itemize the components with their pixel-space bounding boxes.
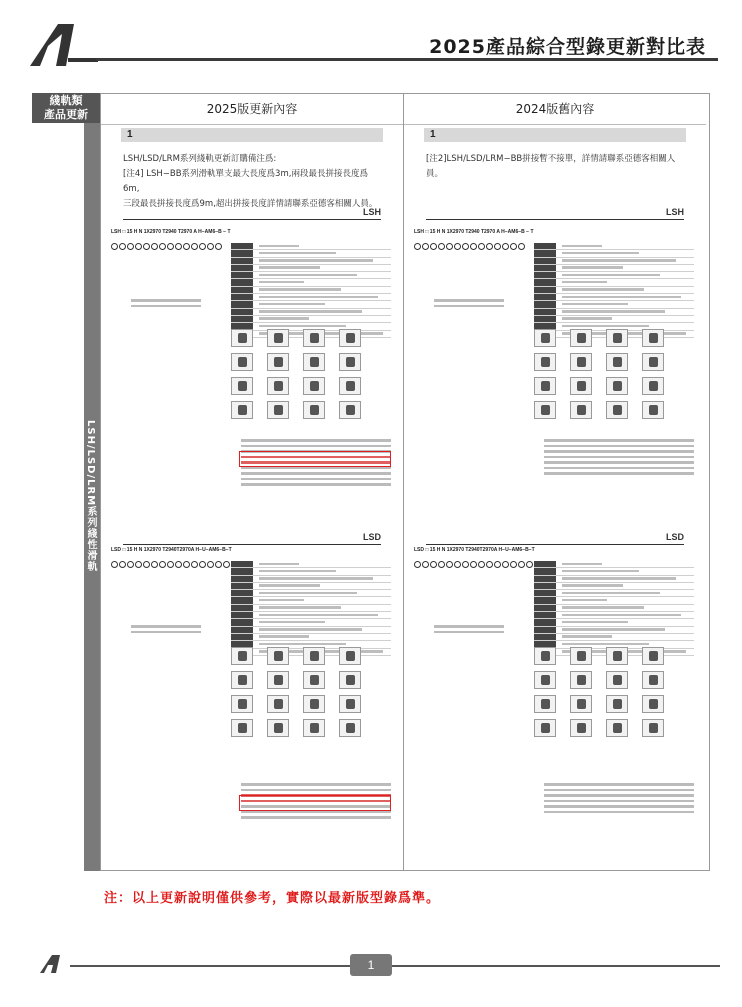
spec-row (231, 583, 391, 590)
option-thumbnail (534, 719, 556, 737)
option-thumbnail (231, 401, 253, 419)
option-thumbnail (303, 353, 325, 371)
lsh-order-code-diagram (414, 229, 694, 245)
option-thumbnail (606, 695, 628, 713)
item-number-bar: 1 (424, 128, 686, 142)
spec-row (231, 258, 391, 265)
option-thumbnail (606, 671, 628, 689)
spec-row (534, 576, 694, 583)
note-line: [注2]LSH/LSD/LRM−BB拼接暫不接單，詳情請聯系亞德客相關人員。 (426, 154, 676, 179)
spec-row (534, 309, 694, 316)
option-thumbnail (642, 401, 664, 419)
option-thumbnail (267, 401, 289, 419)
airtac-logo-icon (28, 22, 98, 68)
spec-row (231, 265, 391, 272)
spec-row (231, 561, 391, 568)
update-note (123, 152, 381, 209)
option-thumbnail (642, 719, 664, 737)
series-tag-lsd: LSD (363, 532, 381, 542)
page-title: 2025產品綜合型錄更新對比表 (429, 36, 706, 58)
category-label (32, 93, 100, 123)
note-line: 三段最長拼接長度爲9m,超出拼接長度詳情請聯系亞德客相關人員。 (123, 199, 378, 209)
option-thumbnail (267, 647, 289, 665)
option-thumbnail (339, 695, 361, 713)
option-thumbnail (570, 377, 592, 395)
option-thumbnail (570, 401, 592, 419)
side-note (131, 299, 201, 310)
spec-row (534, 243, 694, 250)
spec-row (534, 287, 694, 294)
option-thumbnail (339, 647, 361, 665)
footer-rule (70, 965, 720, 967)
option-thumbnail (231, 647, 253, 665)
spec-row (231, 627, 391, 634)
spec-row (534, 568, 694, 575)
spec-row (231, 612, 391, 619)
spec-row (231, 316, 391, 323)
order-notes (544, 439, 694, 478)
option-thumbnail (534, 671, 556, 689)
divider (123, 544, 381, 545)
lsh-model-code: LSH □ 15 H N 1X2970 T2940 T2970 A H−AM6−B − T (414, 229, 534, 235)
page-number: 1 (350, 954, 392, 976)
title-bar (96, 30, 718, 61)
order-notes (544, 783, 694, 816)
option-thumbnail (339, 671, 361, 689)
option-thumbnail (534, 695, 556, 713)
spec-row (534, 627, 694, 634)
spec-row (534, 272, 694, 279)
option-thumbnail (303, 647, 325, 665)
spec-row (534, 294, 694, 301)
option-thumbnail (303, 377, 325, 395)
spec-row (231, 568, 391, 575)
spec-row (534, 250, 694, 257)
spec-row (231, 287, 391, 294)
highlight-box (239, 795, 391, 811)
option-thumbnail (606, 353, 628, 371)
option-thumbnail (231, 719, 253, 737)
option-thumbnail (642, 329, 664, 347)
option-thumbnail (231, 329, 253, 347)
series-tag-lsd: LSD (666, 532, 684, 542)
option-thumbnail (570, 671, 592, 689)
lsd-model-code: LSD □ 15 H N 1X2970 T2940T2970A H−U−AM6−B−T (414, 547, 535, 553)
column-2025-heading: 2025版更新內容 (101, 94, 403, 125)
highlight-box (239, 451, 391, 467)
option-thumbnail (534, 647, 556, 665)
option-thumbnail (231, 377, 253, 395)
spec-row (231, 272, 391, 279)
option-thumbnail (534, 401, 556, 419)
option-thumbnail (339, 719, 361, 737)
spec-table (534, 243, 694, 338)
option-thumbnail (570, 353, 592, 371)
option-thumbnail (606, 329, 628, 347)
option-thumbnail (339, 329, 361, 347)
side-note (131, 625, 201, 636)
note-line: LSH/LSD/LRM系列綫軌更新訂購備注爲: (123, 154, 277, 164)
lsh-model-code: LSH □ 15 H N 1X2970 T2940 T2970 A H−AM6−B − T (111, 229, 231, 235)
side-note (434, 625, 504, 636)
option-thumbnail (267, 719, 289, 737)
spec-row (231, 250, 391, 257)
option-thumbnail (570, 329, 592, 347)
option-thumbnail (303, 401, 325, 419)
spec-row (231, 294, 391, 301)
column-2024-heading: 2024版舊內容 (404, 94, 706, 125)
option-thumbnail (642, 647, 664, 665)
column-2025 (101, 94, 404, 870)
option-thumbnail (606, 647, 628, 665)
disclaimer-note: 注：以上更新說明僅供參考，實際以最新版型錄爲準。 (104, 891, 441, 906)
spec-row (231, 634, 391, 641)
spec-row (534, 301, 694, 308)
option-thumbnail (534, 353, 556, 371)
spec-row (534, 590, 694, 597)
option-thumbnail (570, 719, 592, 737)
option-thumbnail (570, 647, 592, 665)
option-thumbnail (267, 353, 289, 371)
option-thumbnail (303, 695, 325, 713)
option-thumbnail (303, 329, 325, 347)
option-thumbnail (534, 329, 556, 347)
option-thumbnail (303, 671, 325, 689)
divider (426, 544, 684, 545)
option-thumbnail (606, 401, 628, 419)
spec-row (231, 301, 391, 308)
lsh-order-code-diagram (111, 229, 391, 245)
note-line: [注4] LSH−BB系列滑軌單支最大長度爲3m,兩段最長拼接長度爲6m, (123, 169, 368, 194)
spec-row (534, 619, 694, 626)
series-tag-lsh: LSH (666, 207, 684, 217)
option-thumbnail (267, 671, 289, 689)
series-tag-lsh: LSH (363, 207, 381, 217)
category-label-text: 綫軌類 產品更新 (44, 94, 88, 121)
option-thumbnail (339, 377, 361, 395)
option-thumbnail (642, 695, 664, 713)
spec-row (534, 634, 694, 641)
spec-row (534, 265, 694, 272)
spec-row (534, 605, 694, 612)
spec-row (534, 583, 694, 590)
option-thumbnail (642, 671, 664, 689)
lsd-order-code-diagram (111, 547, 391, 563)
spec-row (534, 279, 694, 286)
spec-row (231, 619, 391, 626)
option-thumbnail (303, 719, 325, 737)
spec-row (534, 258, 694, 265)
option-thumbnail (534, 377, 556, 395)
option-thumbnail (231, 353, 253, 371)
option-thumbnail (339, 401, 361, 419)
lsd-model-code: LSD □ 15 H N 1X2970 T2940T2970A H−U−AM6−B−T (111, 547, 232, 553)
spec-row (231, 597, 391, 604)
option-thumbnail (606, 719, 628, 737)
divider (426, 219, 684, 220)
spec-row (231, 605, 391, 612)
option-thumbnail (642, 353, 664, 371)
airtac-logo-icon (40, 955, 70, 973)
option-thumbnail (339, 353, 361, 371)
option-thumbnail (231, 695, 253, 713)
side-note (434, 299, 504, 310)
option-thumbnail (267, 377, 289, 395)
spec-row (231, 309, 391, 316)
spec-row (231, 243, 391, 250)
spec-row (231, 576, 391, 583)
vertical-series-label: LSH/LSD/LRM系列綫性滑軌 (85, 420, 96, 573)
spec-row (534, 316, 694, 323)
option-thumbnail (267, 329, 289, 347)
spec-row (534, 597, 694, 604)
old-note (426, 152, 684, 200)
spec-row (231, 279, 391, 286)
spec-row (231, 590, 391, 597)
item-number-bar: 1 (121, 128, 383, 142)
spec-table (231, 561, 391, 656)
lsd-order-code-diagram (414, 547, 694, 563)
spec-row (534, 612, 694, 619)
option-thumbnail (570, 695, 592, 713)
option-thumbnail (642, 377, 664, 395)
column-2024 (404, 94, 706, 870)
option-thumbnail (231, 671, 253, 689)
spec-table (534, 561, 694, 656)
spec-table (231, 243, 391, 338)
option-thumbnail (606, 377, 628, 395)
spec-row (534, 561, 694, 568)
option-thumbnail (267, 695, 289, 713)
divider (123, 219, 381, 220)
